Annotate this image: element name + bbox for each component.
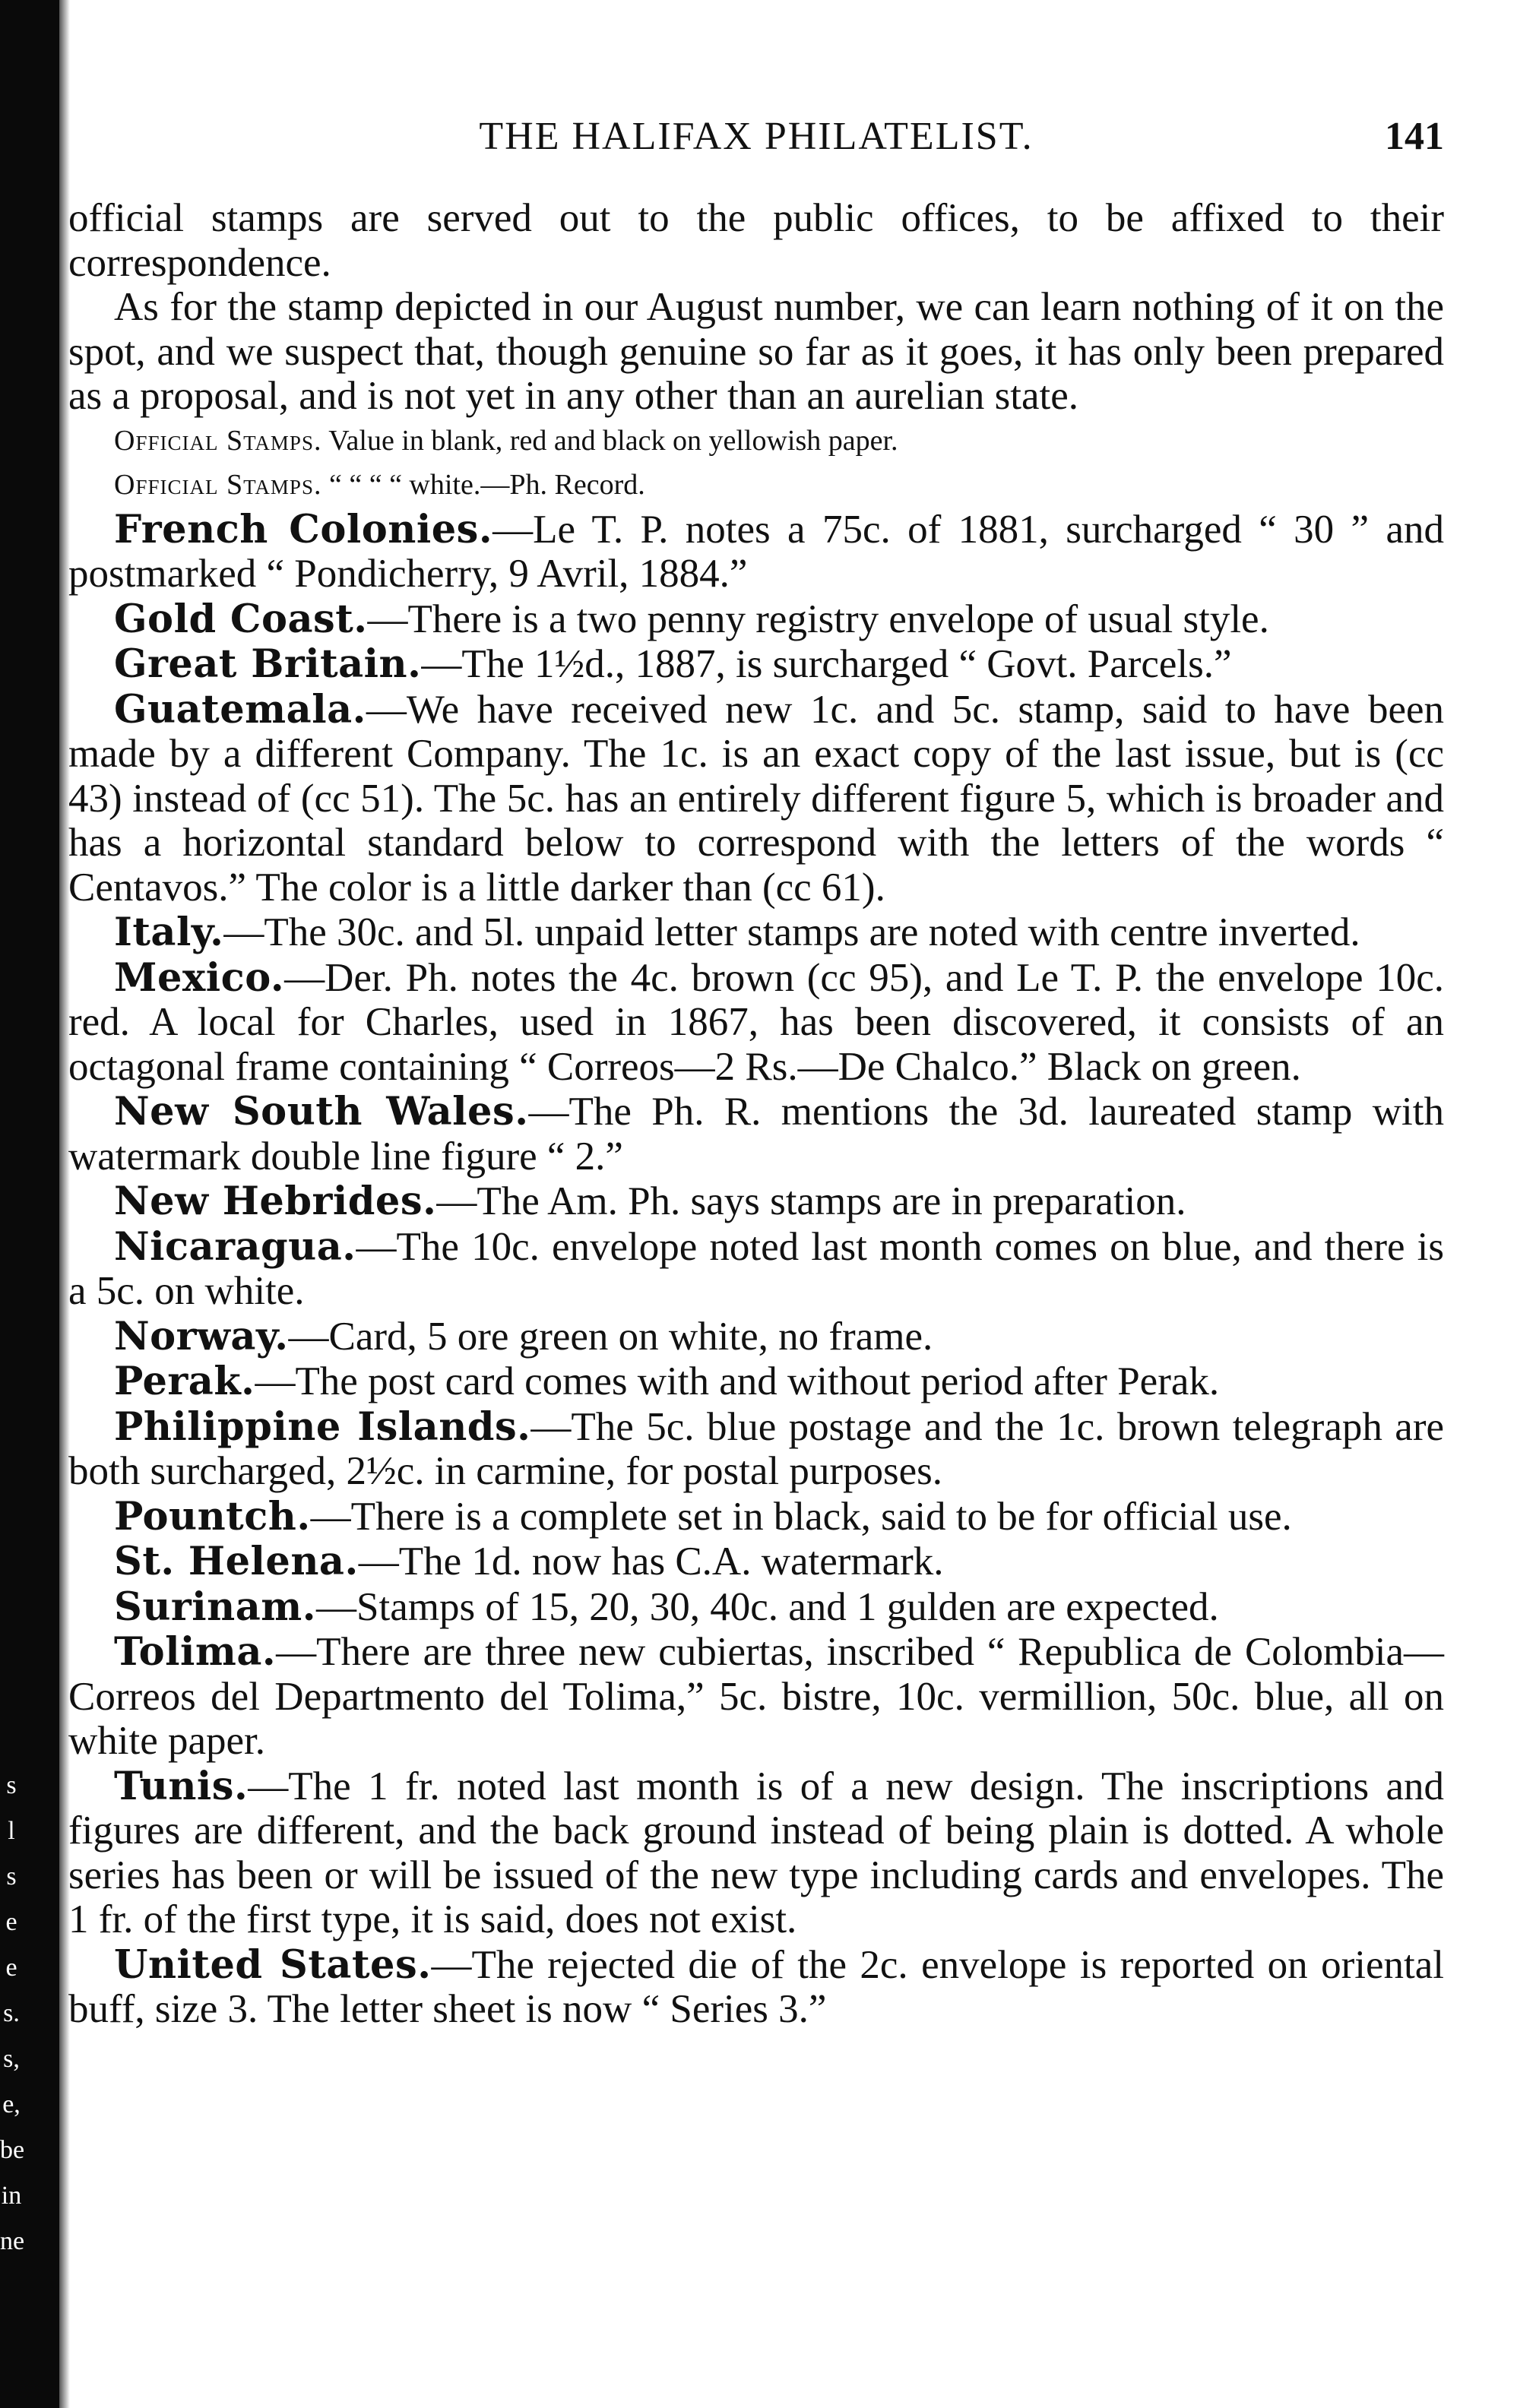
country-name: St. Helena. bbox=[114, 1539, 359, 1584]
entry-text: —The Am. Ph. says stamps are in preparation. bbox=[436, 1179, 1186, 1223]
entry-text: —Card, 5 ore green on white, no frame. bbox=[288, 1314, 933, 1359]
entry-text: —The 1½d., 1887, is surcharged “ Govt. Parcels.” bbox=[421, 642, 1232, 686]
margin-letter: s. bbox=[3, 1999, 20, 2027]
country-name: Tunis. bbox=[114, 1763, 249, 1809]
entry-text: —We have received new 1c. and 5c. stamp, said to have been made by a different Company. The 1c. is an exact copy of the last issue, but is (cc 43) instead of (cc 51). The 5c. has an entirely different figure 5, which is broader and has a horizontal standard below to correspond with the letters of the words “ Centavos.” The color is a little darker than (cc 61). bbox=[68, 687, 1444, 910]
country-entry bbox=[68, 955, 1444, 1090]
country-entry bbox=[68, 1629, 1444, 1764]
country-entry bbox=[68, 1089, 1444, 1179]
margin-letter: e bbox=[5, 1954, 17, 1982]
entry-text: —The 5c. blue postage and the 1c. brown telegraph are both surcharged, 2½c. in carmine, for postal purposes. bbox=[68, 1404, 1444, 1493]
country-name: Mexico. bbox=[114, 954, 285, 1001]
country-name: Surinam. bbox=[114, 1584, 316, 1630]
page-header bbox=[68, 114, 1444, 175]
country-name: Pountch. bbox=[114, 1493, 311, 1539]
country-entry bbox=[68, 1539, 1444, 1584]
entry-text: —There are three new cubiertas, inscribed “ Republica de Colombia—Correos del Departmento del Tolima,” 5c. bistre, 10c. vermillion, 50c. blue, all on white paper. bbox=[68, 1630, 1444, 1763]
intro-paragraph: official stamps are served out to the public offices, to be affixed to their correspondence. bbox=[68, 196, 1444, 285]
country-entry bbox=[68, 1179, 1444, 1224]
entry-text: —There is a complete set in black, said to be for official use. bbox=[310, 1494, 1292, 1539]
country-name: Philippine Islands. bbox=[114, 1403, 531, 1450]
note-text: Value in blank, red and black on yellowish paper. bbox=[328, 424, 898, 457]
country-entry bbox=[68, 1404, 1444, 1494]
country-name: Gold Coast. bbox=[114, 596, 368, 642]
country-name: Nicaragua. bbox=[114, 1223, 356, 1270]
note-label: Official Stamps. bbox=[114, 424, 322, 457]
entry-text: —There is a two penny registry envelope of usual style. bbox=[367, 596, 1269, 641]
margin-letter: in bbox=[1, 2182, 22, 2210]
country-entry bbox=[68, 910, 1444, 955]
country-entry bbox=[68, 1942, 1444, 2032]
entry-text: —The 1d. now has C.A. watermark. bbox=[358, 1539, 944, 1584]
country-entry bbox=[68, 641, 1444, 687]
country-name: Perak. bbox=[114, 1359, 255, 1404]
running-title: THE HALIFAX PHILATELIST. bbox=[479, 115, 1034, 158]
country-name: Italy. bbox=[114, 910, 224, 955]
country-entry bbox=[68, 1314, 1444, 1359]
margin-letter: s bbox=[6, 1862, 17, 1891]
country-name: Great Britain. bbox=[114, 641, 422, 687]
country-name: Tolima. bbox=[114, 1629, 277, 1675]
country-entry bbox=[68, 1584, 1444, 1630]
official-stamps-note bbox=[68, 463, 1444, 507]
entry-text: —The 10c. envelope noted last month comes on blue, and there is a 5c. on white. bbox=[68, 1224, 1444, 1313]
margin-letter: e bbox=[5, 1908, 17, 1936]
entry-text: —The rejected die of the 2c. envelope is reported on oriental buff, size 3. The letter sheet is now “ Series 3.” bbox=[68, 1942, 1444, 2031]
note-label: Official Stamps. bbox=[114, 468, 322, 501]
country-name: United States. bbox=[114, 1941, 432, 1988]
country-name: New Hebrides. bbox=[114, 1179, 437, 1224]
margin-letter: ne bbox=[0, 2227, 25, 2255]
entry-text: —Le T. P. notes a 75c. of 1881, surcharged “ 30 ” and postmarked “ Pondicherry, 9 Avril, 1884.” bbox=[68, 507, 1444, 596]
official-stamps-note bbox=[68, 419, 1444, 463]
margin-letter: s, bbox=[3, 2045, 20, 2073]
entry-text: —The post card comes with and without period after Perak. bbox=[255, 1359, 1220, 1403]
margin-letter: be bbox=[0, 2136, 25, 2164]
country-name: Norway. bbox=[114, 1313, 289, 1359]
country-entry bbox=[68, 1764, 1444, 1942]
country-entry bbox=[68, 1359, 1444, 1404]
country-name: Guatemala. bbox=[114, 686, 366, 733]
intro-paragraph: As for the stamp depicted in our August number, we can learn nothing of it on the spot, and we suspect that, though genuine so far as it goes, it has only been prepared as a proposal, and is not yet in any other than an aurelian state. bbox=[68, 285, 1444, 418]
country-name: French Colonies. bbox=[114, 506, 493, 552]
entry-text: —The 1 fr. noted last month is of a new design. The inscriptions and figures are different, and the back ground instead of being plain is dotted. A whole series has been or will be issued of the new type including cards and envelopes. The 1 fr. of the first type, it is said, does not exist. bbox=[68, 1764, 1444, 1941]
entry-text: —The Ph. R. mentions the 3d. laureated stamp with watermark double line figure “ 2.” bbox=[68, 1090, 1444, 1179]
entry-text: —The 30c. and 5l. unpaid letter stamps are noted with centre inverted. bbox=[223, 910, 1360, 954]
country-entry bbox=[68, 596, 1444, 642]
country-entry bbox=[68, 1224, 1444, 1314]
margin-cut-letters bbox=[0, 1763, 23, 2264]
margin-letter: s bbox=[6, 1771, 17, 1799]
entry-text: —Der. Ph. notes the 4c. brown (cc 95), and Le T. P. the envelope 10c. red. A local for Charles, used in 1867, has been discovered, it consists of an octagonal frame containing “ Correos—2 Rs.—De Chalco.” Black on green. bbox=[68, 955, 1444, 1089]
country-entry bbox=[68, 1494, 1444, 1539]
note-text: “ “ “ “ white.—Ph. Record. bbox=[328, 468, 645, 501]
margin-letter: e, bbox=[2, 2090, 21, 2118]
entry-text: —Stamps of 15, 20, 30, 40c. and 1 gulden are expected. bbox=[316, 1584, 1219, 1629]
margin-letter: l bbox=[8, 1817, 15, 1845]
page-number: 141 bbox=[1385, 115, 1444, 158]
country-entry bbox=[68, 507, 1444, 596]
country-entry bbox=[68, 687, 1444, 910]
country-name: New South Wales. bbox=[114, 1089, 529, 1134]
article-body bbox=[68, 196, 1444, 2032]
